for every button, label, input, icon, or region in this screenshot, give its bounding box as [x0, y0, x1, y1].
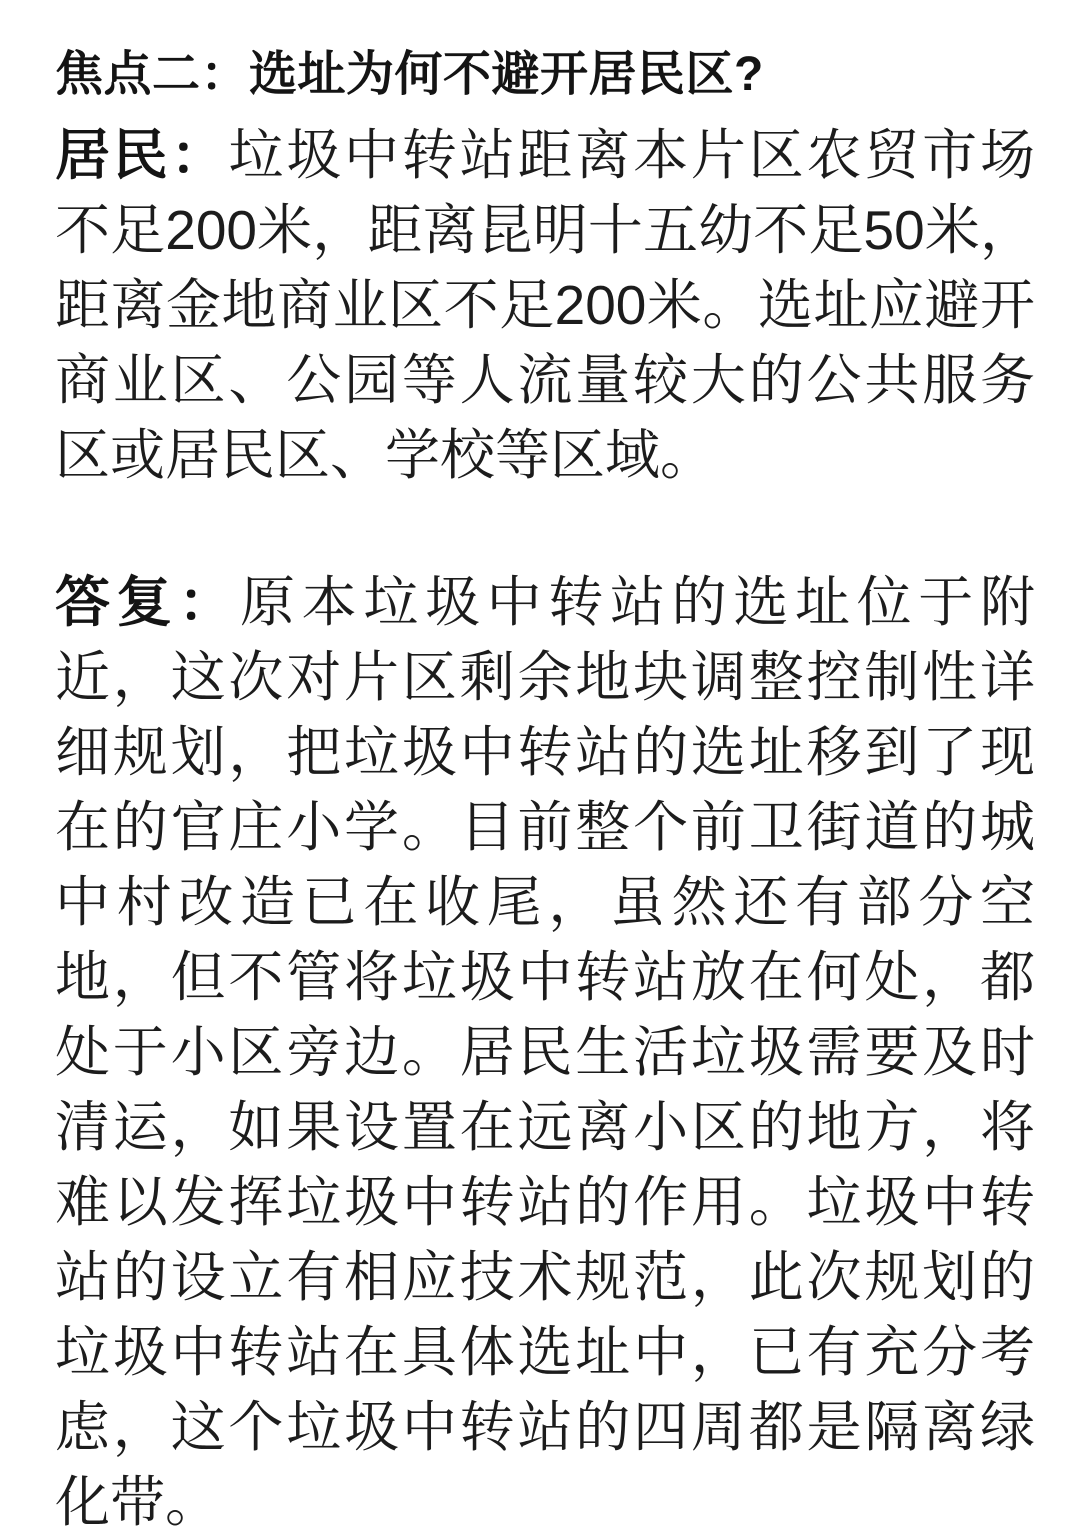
article-body: [55, 106, 1035, 1540]
paragraph-resident: [55, 118, 1035, 493]
paragraph-text-resident: 垃圾中转站距离本片区农贸市场不足200米，距离昆明十五幼不足50米，距离金地商业区不足200米。选址应避开商业区、公园等人流量较大的公共服务区或居民区、学校等区域。: [55, 124, 1035, 486]
speaker-label-resident: 居民：: [55, 124, 229, 186]
speaker-label-reply: 答复：: [55, 571, 240, 633]
paragraph-reply: [55, 565, 1035, 1540]
paragraph-text-reply: 原本垃圾中转站的选址位于附近，这次对片区剩余地块调整控制性详细规划，把垃圾中转站的选址移到了现在的官庄小学。目前整个前卫街道的城中村改造已在收尾，虽然还有部分空地，但不管将垃圾中转站放在何处，都处于小区旁边。居民生活垃圾需要及时清运，如果设置在远离小区的地方，将难以发挥垃圾中转站的作用。垃圾中转站的设立有相应技术规范，此次规划的垃圾中转站在具体选址中，已有充分考虑，这个垃圾中转站的四周都是隔离绿化带。: [55, 571, 1035, 1533]
page-title: 焦点二：选址为何不避开居民区?: [55, 48, 764, 101]
